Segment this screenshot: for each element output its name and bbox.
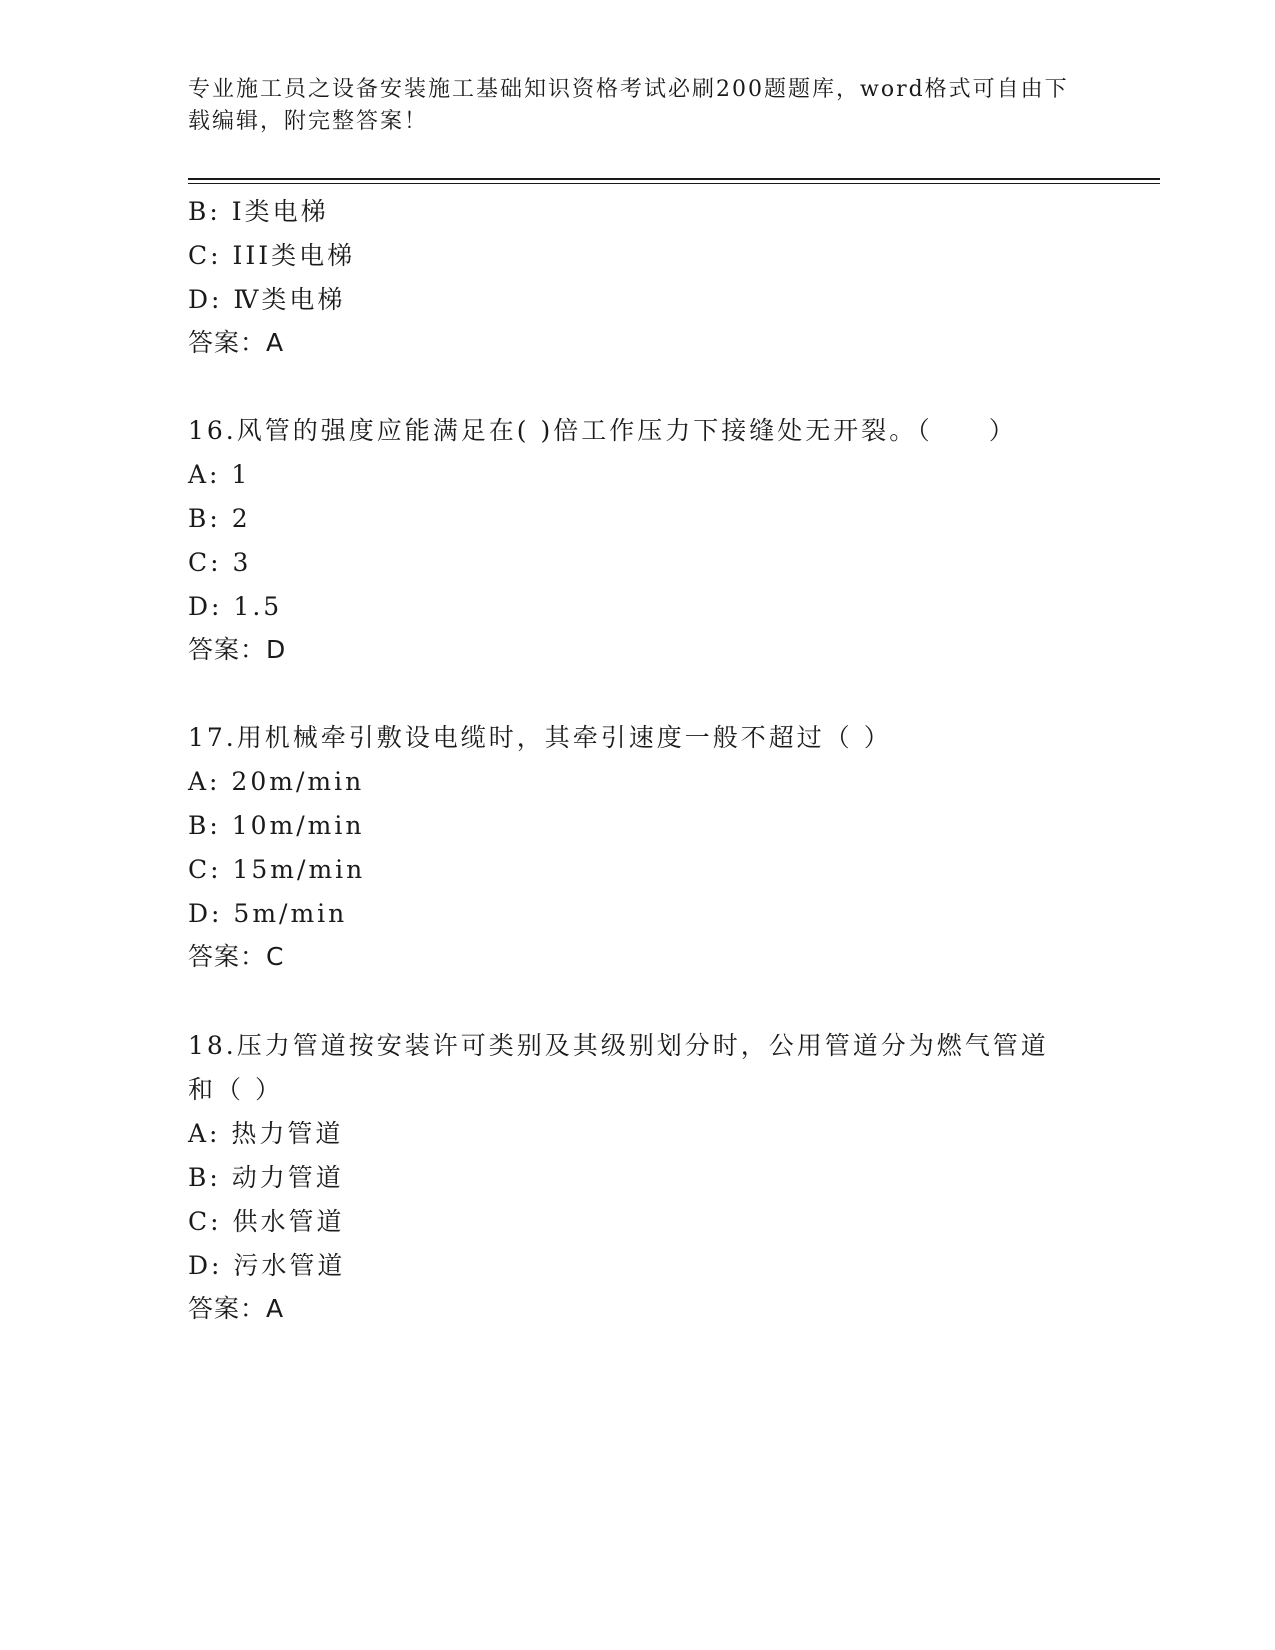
- q17-option-d: D: 5m/min: [188, 899, 348, 928]
- q17-option-b: B: 10m/min: [188, 811, 365, 840]
- q16-answer: 答案：D: [188, 635, 287, 664]
- q18-option-c: C: 供水管道: [188, 1207, 345, 1236]
- q15-answer: 答案：A: [188, 328, 285, 357]
- q17-question: 17.用机械牵引敷设电缆时，其牵引速度一般不超过（ ）: [188, 723, 892, 752]
- q15-option-b: B: I类电梯: [188, 197, 329, 226]
- q16-option-d: D: 1.5: [188, 592, 283, 621]
- header-divider: [188, 178, 1160, 184]
- page-header: 专业施工员之设备安装施工基础知识资格考试必刷200题题库，word格式可自由下载编辑，附完整答案！: [188, 77, 1069, 134]
- q15-option-c: C: III类电梯: [188, 241, 356, 270]
- q16-question: 16.风管的强度应能满足在( )倍工作压力下接缝处无开裂。（ ）: [188, 416, 1017, 445]
- q17-option-c: C: 15m/min: [188, 855, 366, 884]
- q18-option-d: D: 污水管道: [188, 1251, 346, 1280]
- q18-answer: 答案：A: [188, 1294, 285, 1323]
- q18-question-line-1: 18.压力管道按安装许可类别及其级别划分时，公用管道分为燃气管道: [188, 1031, 1049, 1060]
- q16-option-b: B: 2: [188, 504, 251, 533]
- q18-option-b: B: 动力管道: [188, 1163, 344, 1192]
- q18-question-line-2: 和（ ）: [188, 1075, 283, 1104]
- q15-option-d: D: Ⅳ类电梯: [188, 285, 346, 314]
- q16-option-c: C: 3: [188, 548, 252, 577]
- q16-option-a: A: 1: [188, 460, 251, 489]
- q17-option-a: A: 20m/min: [188, 767, 365, 796]
- q17-answer: 答案：C: [188, 942, 285, 971]
- q18-option-a: A: 热力管道: [188, 1119, 344, 1148]
